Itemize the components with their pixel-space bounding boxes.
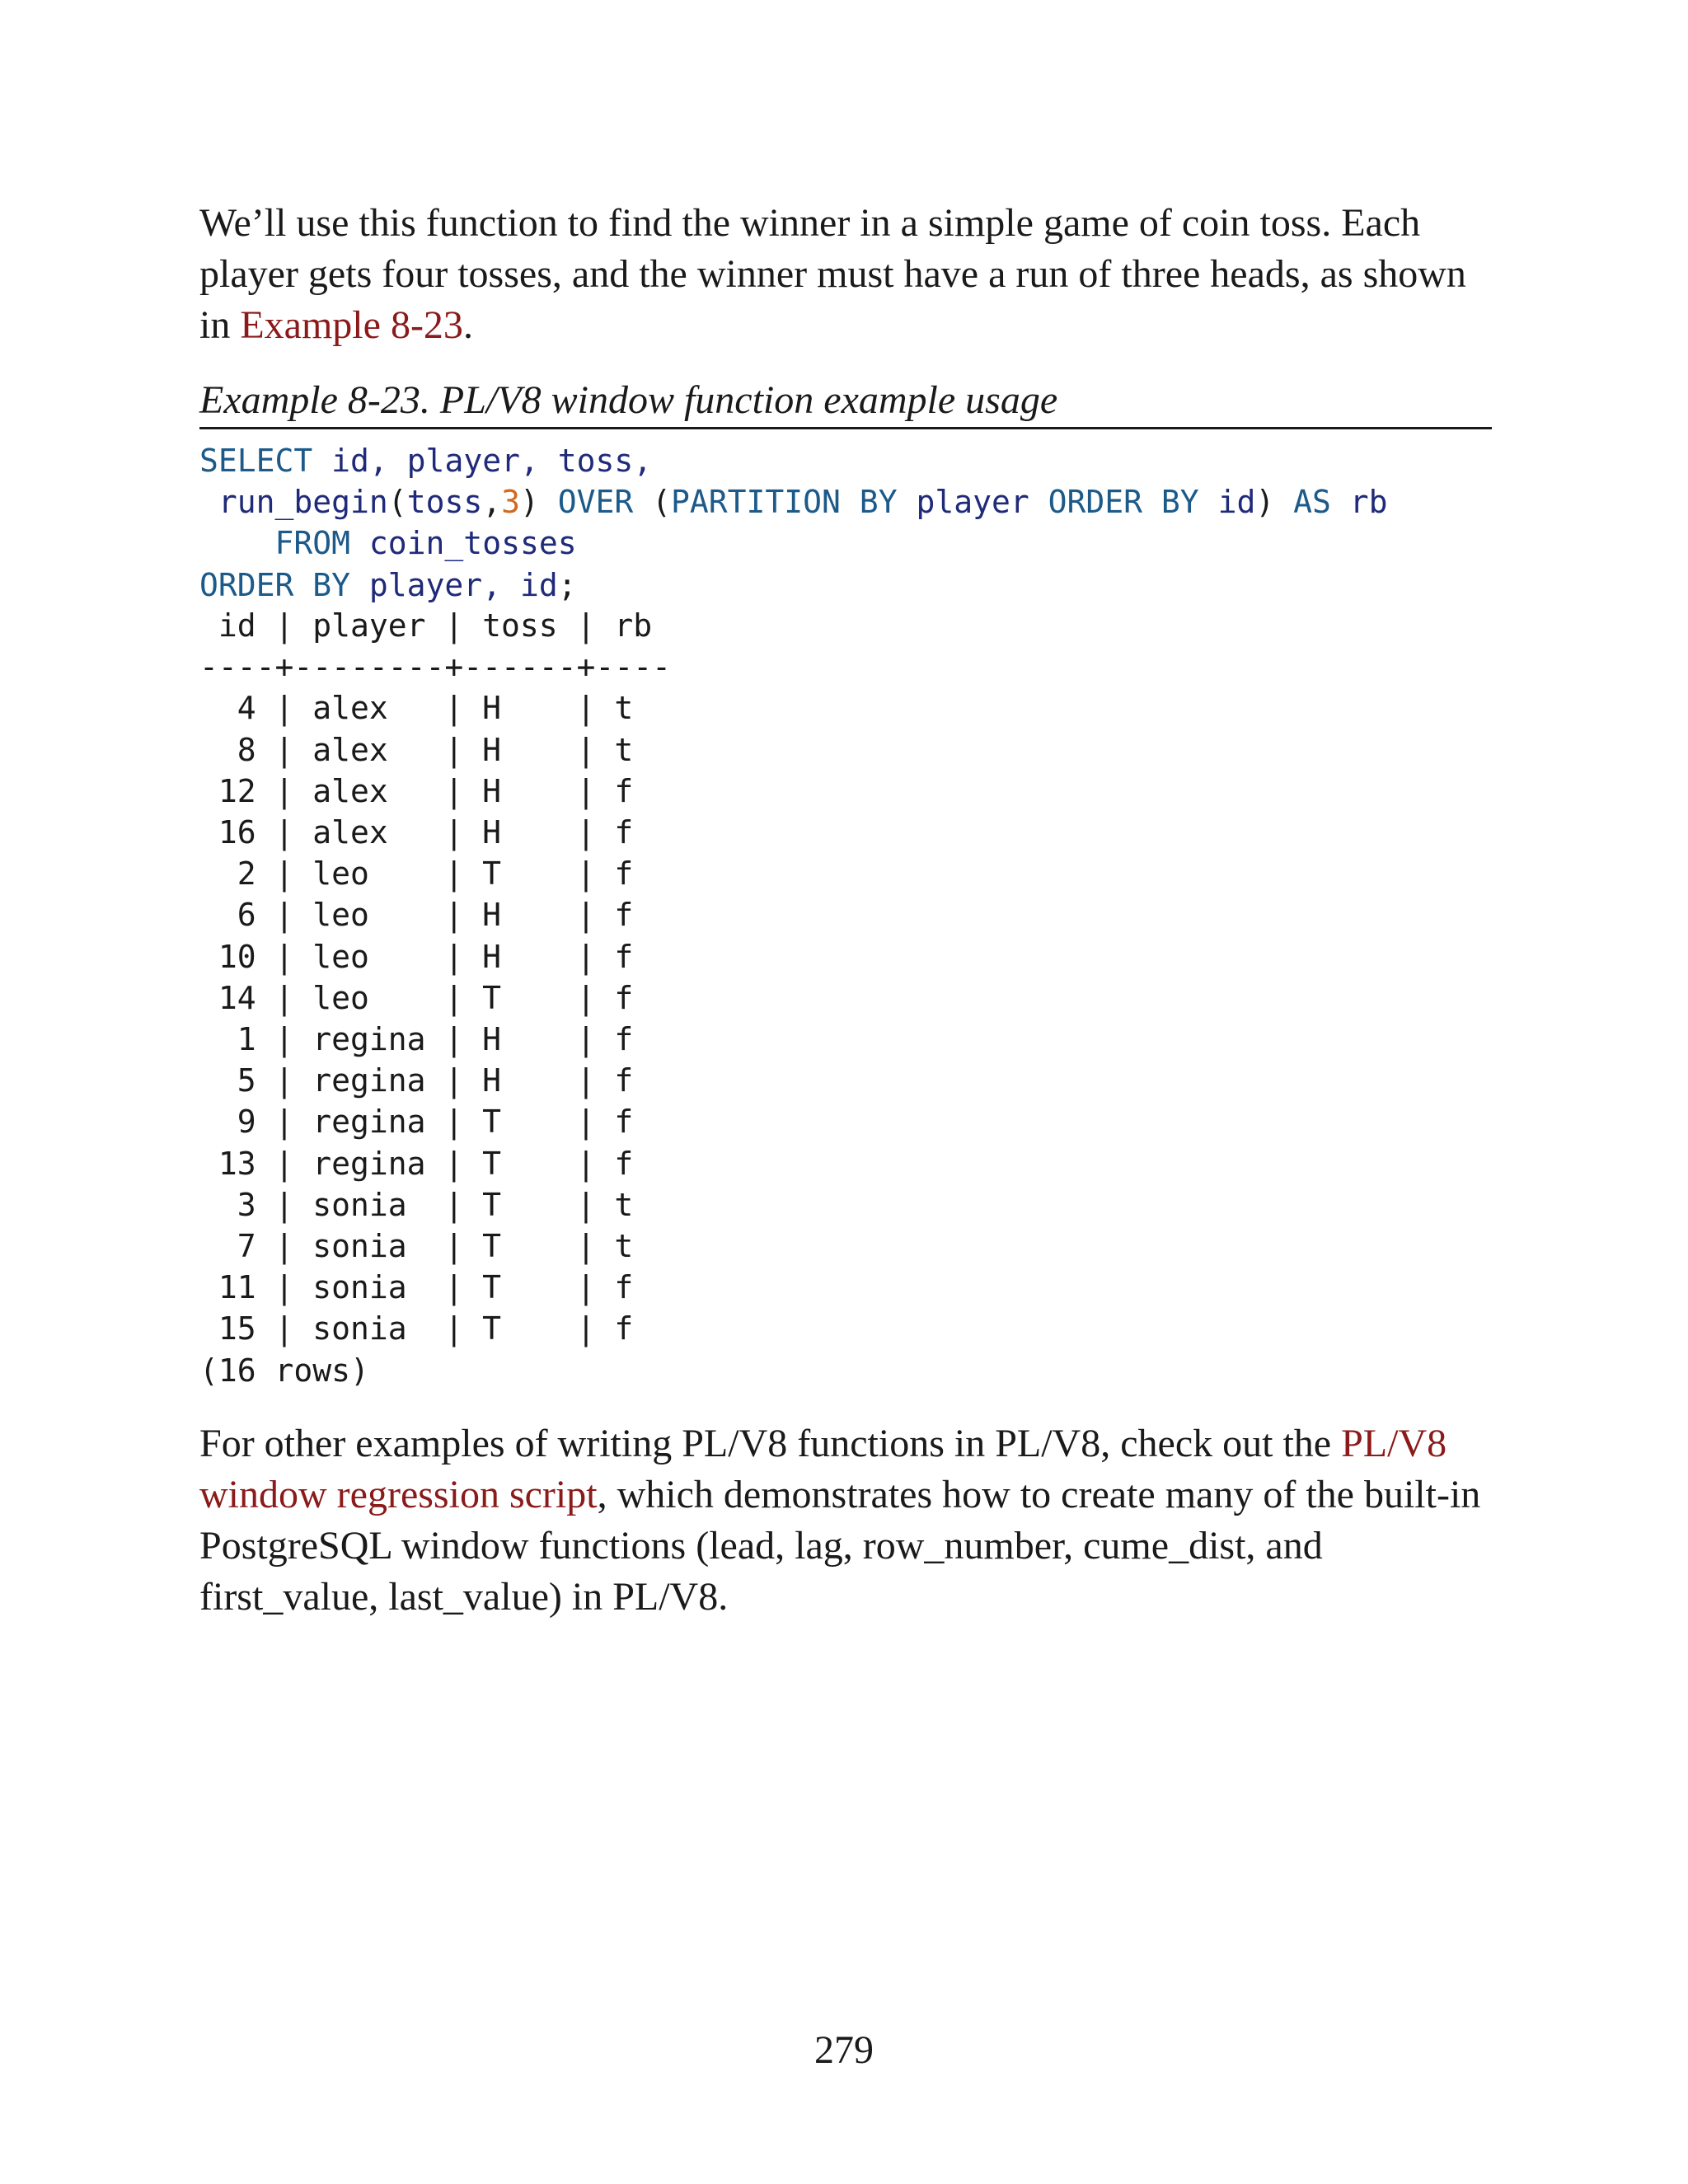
result-row: 4 | alex | H | t xyxy=(199,690,634,727)
code-line-4: ORDER BY player, id; xyxy=(199,566,577,603)
sql-number: 3 xyxy=(501,484,520,521)
result-header: id | player | toss | rb xyxy=(199,607,653,644)
sql-identifiers: id, player, toss, xyxy=(331,443,653,479)
intro-paragraph xyxy=(199,198,1485,351)
result-row: 7 | sonia | T | t xyxy=(199,1228,634,1265)
result-footer: (16 rows) xyxy=(199,1352,369,1389)
result-row: 12 | alex | H | f xyxy=(199,772,634,809)
intro-text: We’ll use this function to find the winner in a simple game of coin toss. Each player gets four tosses, and the winner must have a run of three heads, as shown in xyxy=(199,201,1466,347)
sql-keyword: SELECT xyxy=(199,443,313,479)
page-number: 279 xyxy=(814,2028,874,2072)
code-line-1 xyxy=(199,443,652,479)
outro-paragraph xyxy=(199,1418,1485,1623)
outro-text-end: , which demonstrates how to create many of the built-in PostgreSQL window functions (lead, lag, row_number, cume_dist, and first_value, last_value) in PL/V8. xyxy=(199,1473,1481,1619)
sql-table: coin_tosses xyxy=(368,525,577,562)
query-result xyxy=(199,605,671,1391)
sql-function: run_begin xyxy=(218,484,388,521)
intro-text-end: . xyxy=(462,303,473,347)
result-row: 11 | sonia | T | f xyxy=(199,1269,634,1306)
result-row: 14 | leo | T | f xyxy=(199,979,634,1016)
regression-script-link[interactable]: PL/V8 window regression script xyxy=(199,1422,1447,1516)
sql-keyword: OVER xyxy=(557,484,634,521)
example-link[interactable]: Example 8-23 xyxy=(240,303,463,347)
sql-keyword: ORDER BY xyxy=(199,566,351,603)
sql-identifier: id xyxy=(1217,484,1256,521)
code-line-2: run_begin(toss,3) OVER (PARTITION BY player ORDER BY id) AS rb xyxy=(218,484,1388,521)
result-row: 16 | alex | H | f xyxy=(199,814,634,851)
result-row: 6 | leo | H | f xyxy=(199,897,634,934)
example-caption: Example 8-23. PL/V8 window function example usage xyxy=(199,376,1492,429)
sql-keyword: PARTITION BY xyxy=(671,484,898,521)
sql-identifier: toss xyxy=(406,484,483,521)
result-row: 9 | regina | T | f xyxy=(199,1104,634,1141)
result-row: 10 | leo | H | f xyxy=(199,938,634,975)
sql-alias: rb xyxy=(1349,484,1388,521)
result-row: 5 | regina | H | f xyxy=(199,1062,634,1099)
result-row: 13 | regina | T | f xyxy=(199,1145,634,1182)
sql-keyword: ORDER BY xyxy=(1048,484,1199,521)
sql-code-block xyxy=(199,440,1388,606)
code-line-3 xyxy=(199,525,577,561)
result-row: 15 | sonia | T | f xyxy=(199,1310,634,1347)
result-separator: ----+--------+------+---- xyxy=(199,649,671,686)
result-row: 2 | leo | T | f xyxy=(199,855,634,893)
outro-text: For other examples of writing PL/V8 functions in PL/V8, check out the xyxy=(199,1422,1342,1465)
sql-identifiers: player, id xyxy=(368,566,558,603)
result-row: 3 | sonia | T | t xyxy=(199,1186,634,1223)
sql-identifier: player xyxy=(916,484,1029,521)
sql-keyword: AS xyxy=(1293,484,1331,521)
sql-keyword: FROM xyxy=(274,525,351,562)
result-row: 8 | alex | H | t xyxy=(199,731,634,768)
result-row: 1 | regina | H | f xyxy=(199,1021,634,1058)
